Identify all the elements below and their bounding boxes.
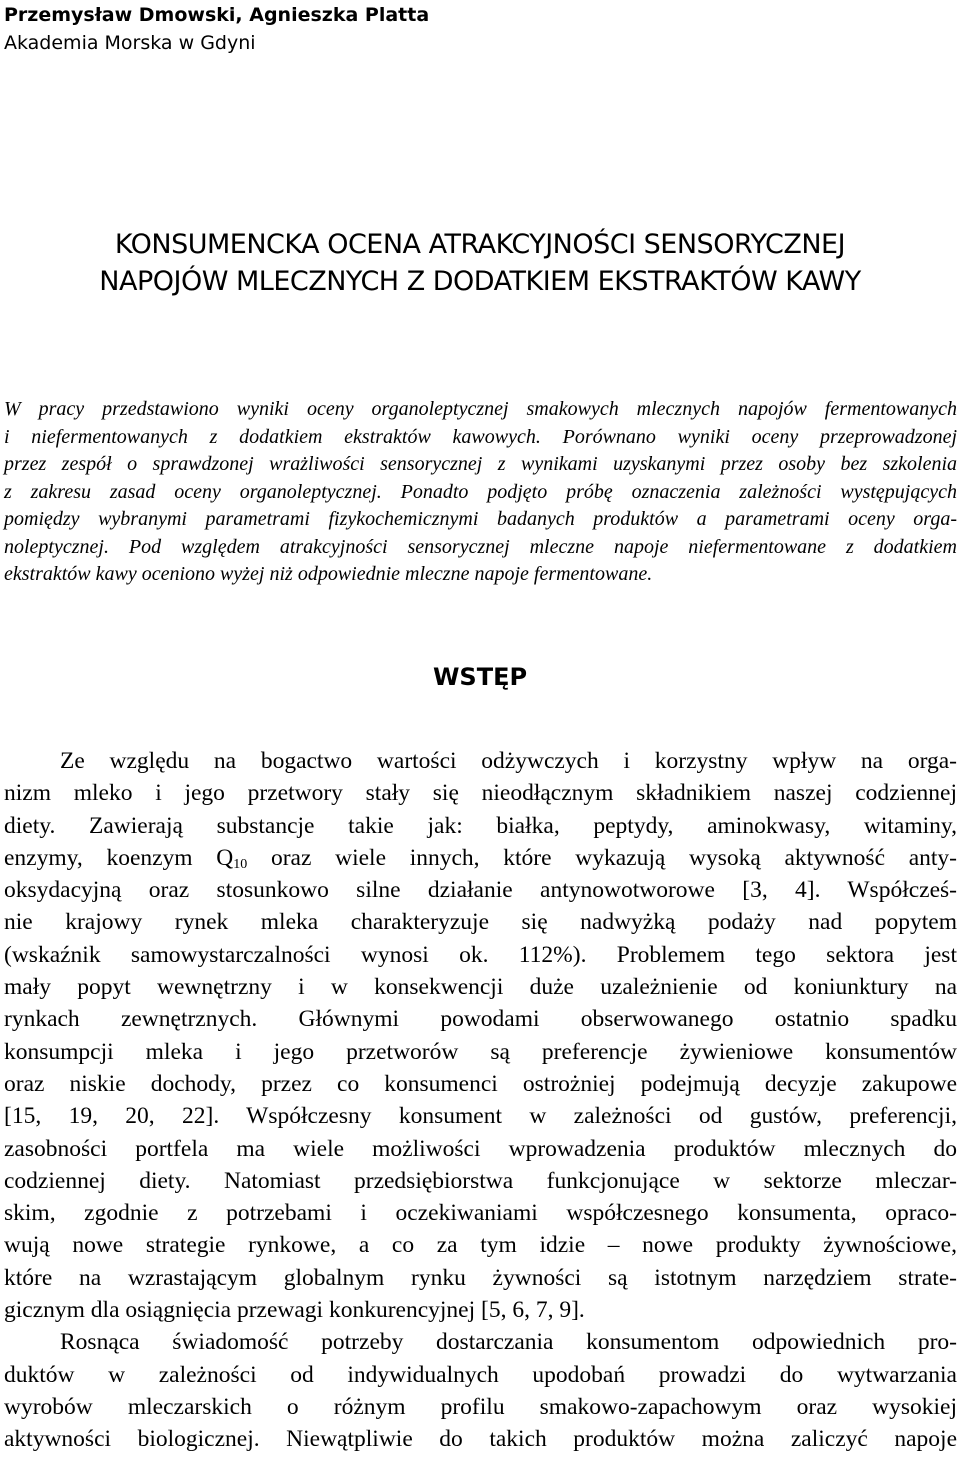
- body-line: [15, 19, 20, 22]. Współczesny konsument w zależności od gustów, preferencji,: [4, 1103, 957, 1130]
- body-line: duktów w zależności od indywidualnych upodobań prowadzi do wytwarzania: [4, 1361, 957, 1388]
- abstract-line: W pracy przedstawiono wyniki oceny organoleptycznej smakowych mlecznych napojów fermentowanych: [4, 398, 957, 420]
- body-line: oksydacyjną oraz stosunkowo silne działanie antynowotworowe [3, 4]. Współcześ-: [4, 877, 957, 904]
- body-line: nizm mleko i jego przetwory stały się nieodłącznym składnikiem naszej codziennej: [4, 780, 957, 807]
- body-line: gicznym dla osiągnięcia przewagi konkurencyjnej [5, 6, 7, 9].: [4, 1297, 585, 1324]
- abstract-line: z zakresu zasad oceny organoleptycznej. Ponadto podjęto próbę oznaczenia zależności występujących: [4, 480, 957, 503]
- authors: Przemysław Dmowski, Agnieszka Platta: [4, 4, 430, 26]
- body-line: nie krajowy rynek mleka charakteryzuje się nadwyżką podaży nad popytem: [4, 909, 957, 936]
- body-line: Ze względu na bogactwo wartości odżywczych i korzystny wpływ na orga-: [60, 748, 957, 774]
- body-line: aktywności biologicznej. Niewątpliwie do takich produktów można zaliczyć napoje: [4, 1426, 957, 1453]
- abstract: [4, 396, 957, 589]
- body-line: mały popyt wewnętrzny i w konsekwencji duże uzależnienie od koniunktury na: [4, 974, 957, 1001]
- title-line: NAPOJÓW MLECZNYCH Z DODATKIEM EKSTRAKTÓW KAWY: [99, 266, 861, 297]
- subscript: 10: [233, 856, 248, 872]
- body-fragment: enzymy, koenzym Q: [4, 844, 234, 871]
- body-line: zasobności portfela ma wiele możliwości wprowadzenia produktów mlecznych do: [4, 1135, 957, 1162]
- body-line: wują nowe strategie rynkowe, a co za tym idzie – nowe produkty żywnościowe,: [4, 1232, 957, 1259]
- body-line: [4, 842, 957, 874]
- body-line: codziennej diety. Natomiast przedsiębiorstwa funkcjonujące w sektorze mleczar-: [4, 1167, 957, 1194]
- abstract-line: przez zespół o sprawdzonej wrażliwości sensorycznej z wynikami uzyskanymi przez osoby bez szkolenia: [4, 453, 957, 475]
- paper-title: [0, 226, 960, 300]
- affiliation: Akademia Morska w Gdyni: [4, 32, 256, 54]
- body-line: rynkach zewnętrznych. Głównymi powodami obserwowanego ostatnio spadku: [4, 1006, 957, 1033]
- body-line: Rosnąca świadomość potrzeby dostarczania konsumentom odpowiednich pro-: [60, 1329, 957, 1356]
- body-line: diety. Zawierają substancje takie jak: białka, peptydy, aminokwasy, witaminy,: [4, 812, 957, 839]
- body-line: (wskaźnik samowystarczalności wynosi ok. 112%). Problemem tego sektora jest: [4, 941, 957, 968]
- section-heading: WSTĘP: [432, 663, 528, 691]
- body-line: konsumpcji mleka i jego przetworów są preferencje żywieniowe konsumentów: [4, 1038, 957, 1065]
- abstract-line: i niefermentowanych z dodatkiem ekstraktów kawowych. Porównano wyniki oceny przeprowadzonej: [4, 425, 957, 448]
- body-line: które na wzrastającym globalnym rynku żywności są istotnym narzędziem strate-: [4, 1264, 957, 1291]
- body-fragment: oraz wiele innych, które wykazują wysoką aktywność anty-: [247, 844, 957, 871]
- abstract-line: noleptycznej. Pod względem atrakcyjności sensorycznej mleczne napoje niefermentowane z dodatkiem: [4, 535, 957, 558]
- abstract-line: ekstraktów kawy oceniono wyżej niż odpowiednie mleczne napoje fermentowane.: [4, 563, 653, 585]
- title-line: KONSUMENCKA OCENA ATRAKCYJNOŚCI SENSORYCZNEJ: [114, 229, 846, 260]
- body-line: skim, zgodnie z potrzebami i oczekiwaniami współczesnego konsumenta, opraco-: [4, 1200, 957, 1227]
- body-text: [4, 745, 957, 1456]
- abstract-line: pomiędzy wybranymi parametrami fizykochemicznymi badanych produktów a parametrami oceny orga-: [4, 508, 957, 530]
- body-line: oraz niskie dochody, przez co konsumenci ostrożniej podejmują decyzje zakupowe: [4, 1070, 957, 1097]
- body-line: wyrobów mleczarskich o różnym profilu smakowo-zapachowym oraz wysokiej: [4, 1393, 957, 1420]
